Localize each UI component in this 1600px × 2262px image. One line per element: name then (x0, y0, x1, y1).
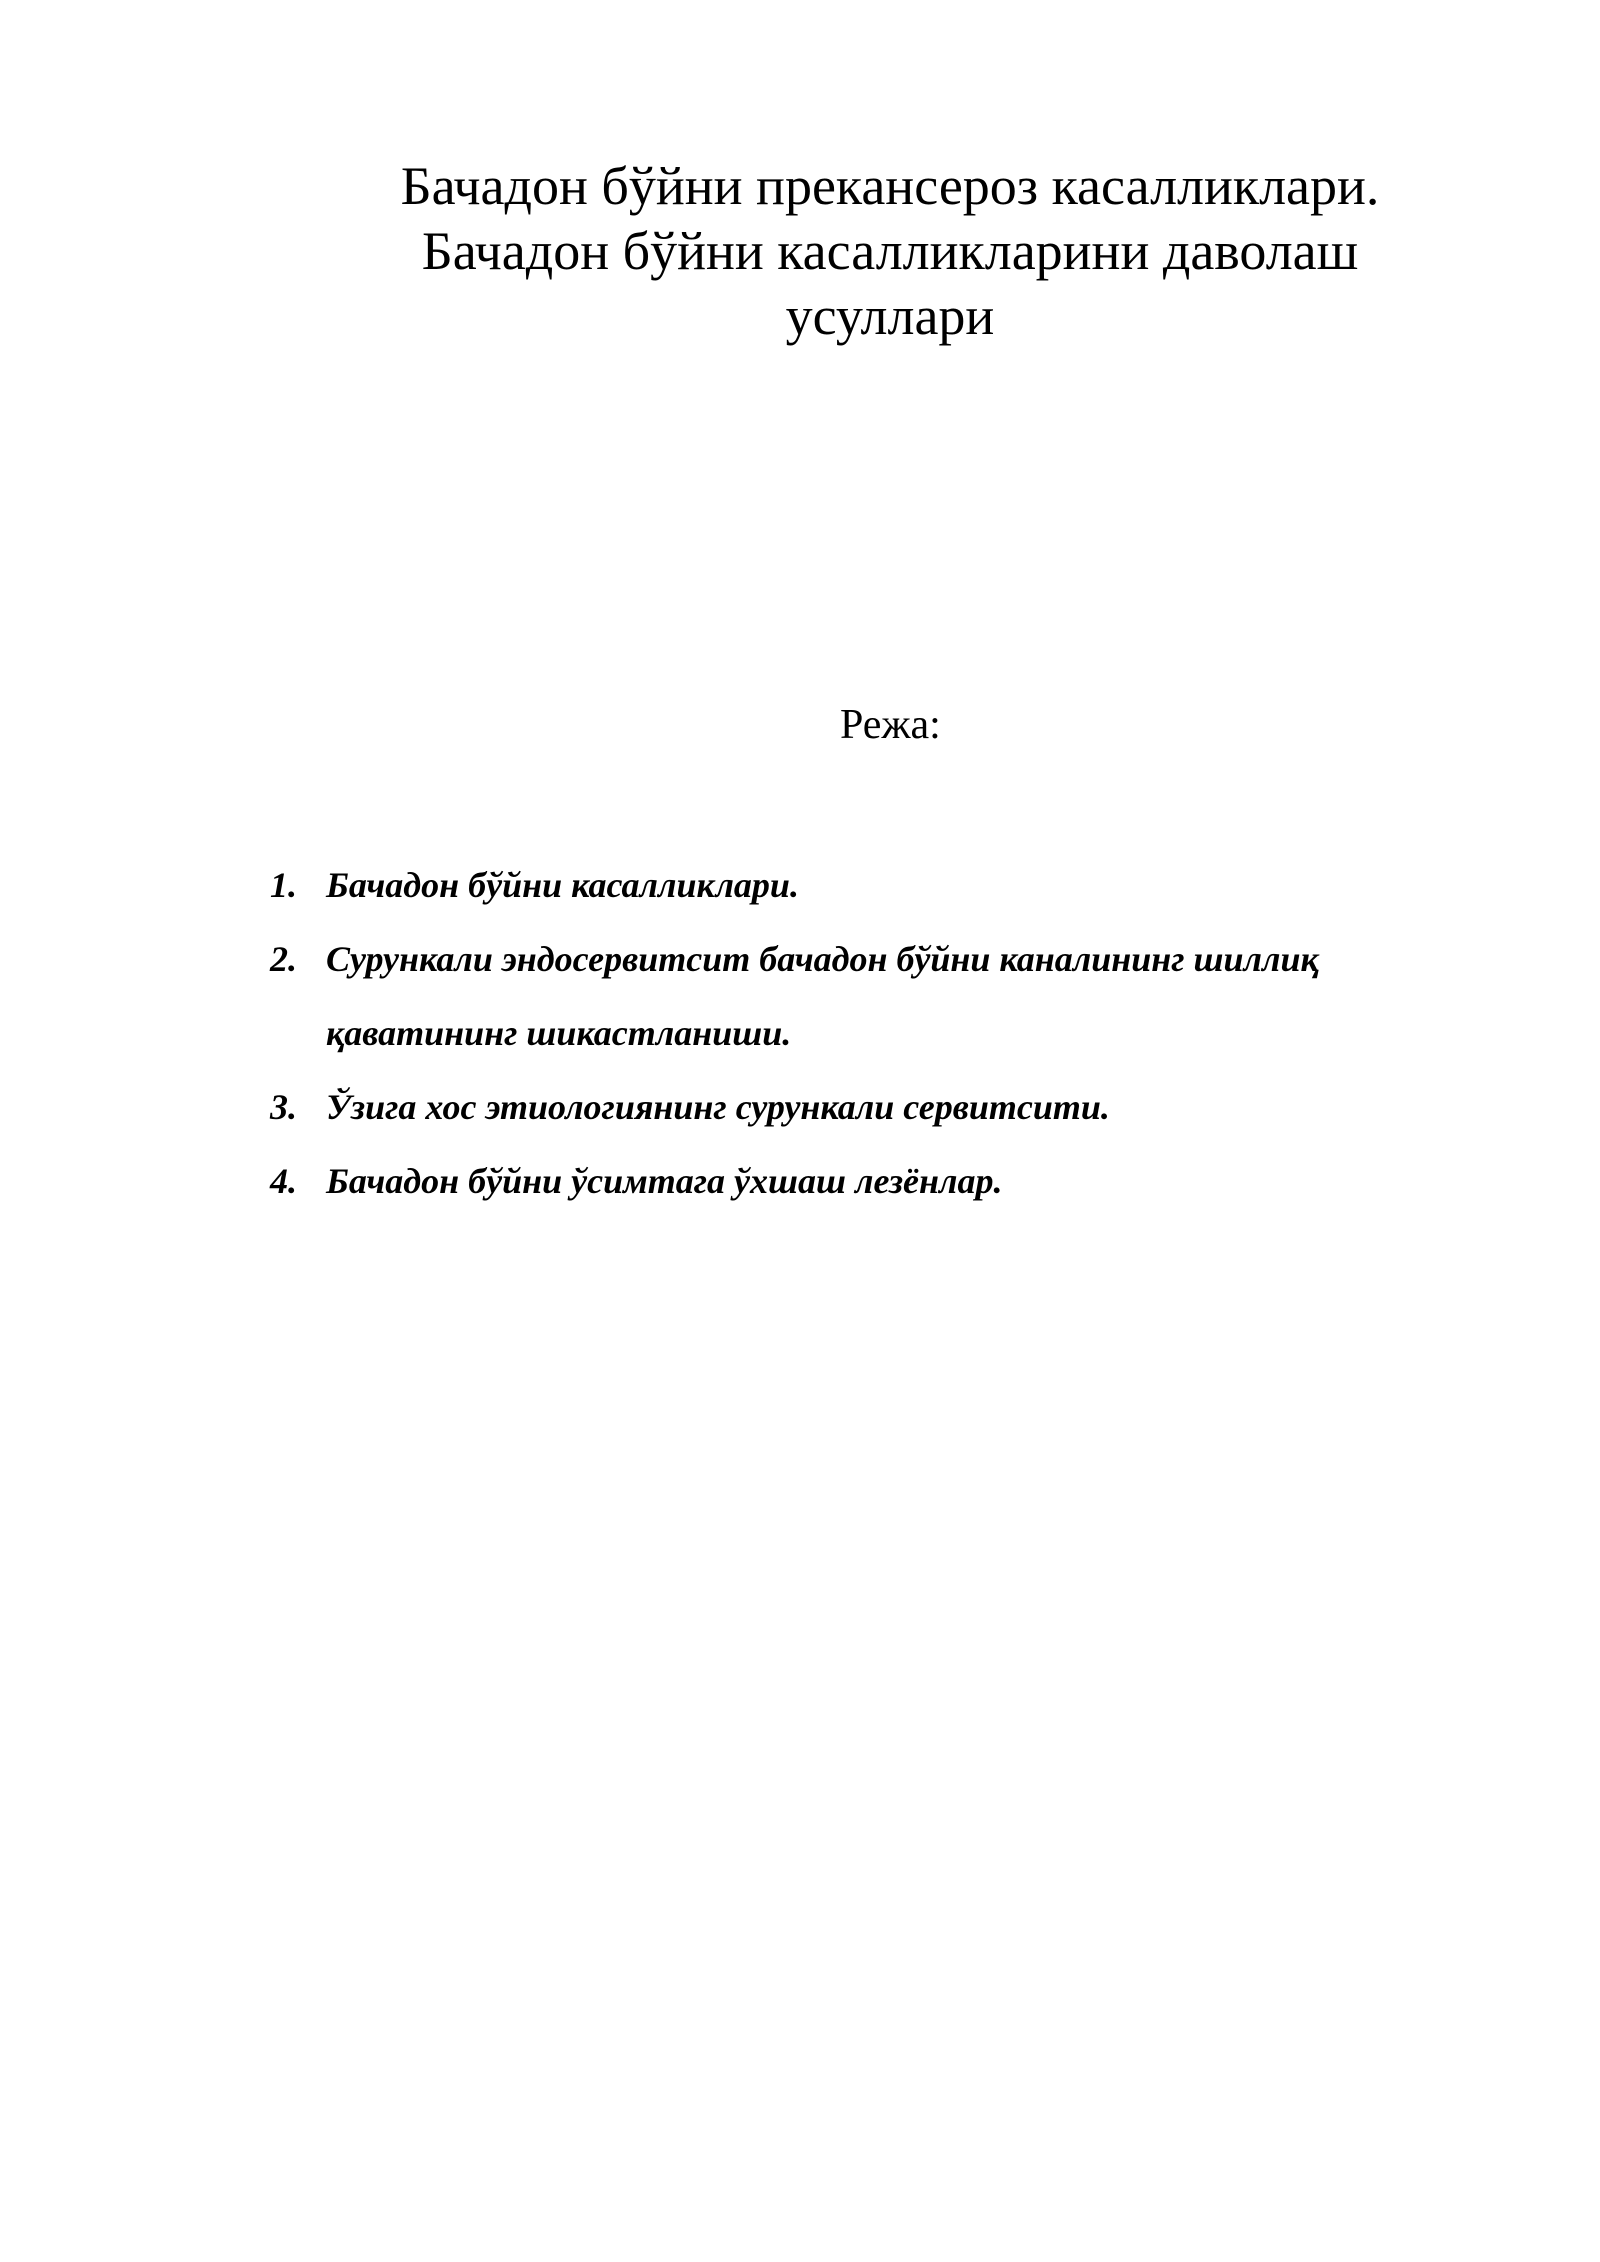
plan-item-4 (270, 1144, 1420, 1218)
plan-item-number: 4. (270, 1161, 297, 1201)
document-title (300, 154, 1480, 349)
plan-item-2 (270, 922, 1420, 1070)
plan-item-number: 3. (270, 1087, 297, 1127)
plan-list (270, 848, 1420, 1218)
plan-heading: Режа: (840, 702, 941, 748)
plan-item-1 (270, 848, 1420, 922)
plan-item-text: Ўзига хос этиологиянинг сурункали сервитсити. (326, 1087, 1110, 1127)
title-line-3: усуллари (785, 286, 995, 346)
plan-item-text: Бачадон бўйни касалликлари. (326, 865, 799, 905)
plan-item-text: Бачадон бўйни ўсимтага ўхшаш лезёнлар. (326, 1161, 1003, 1201)
plan-item-text: Сурункали эндосервитсит бачадон бўйни каналининг шиллиқ қаватининг шикастланиши. (326, 939, 1319, 1053)
plan-item-3 (270, 1070, 1420, 1144)
plan-item-number: 1. (270, 865, 297, 905)
plan-item-number: 2. (270, 939, 297, 979)
title-line-2: Бачадон бўйни касалликларини даволаш (421, 221, 1359, 281)
title-line-1: Бачадон бўйни прекансероз касалликлари. (400, 156, 1380, 216)
